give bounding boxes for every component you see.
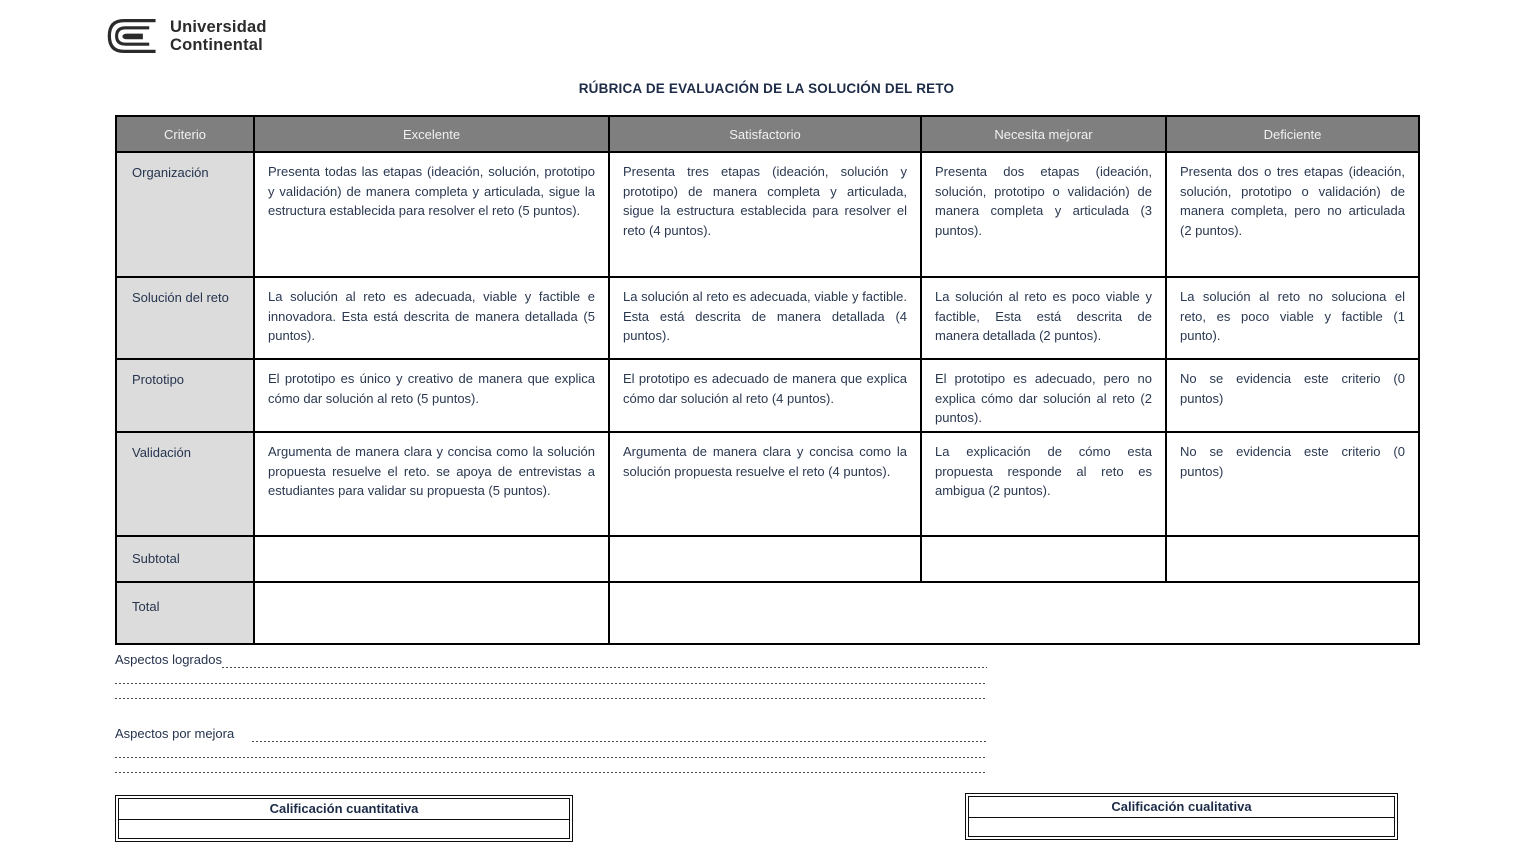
table-row-organizacion: [116, 152, 1419, 277]
total-row: [116, 582, 1419, 644]
subtotal-row: [116, 536, 1419, 582]
dotted-line: [115, 693, 987, 699]
rubric-cell: La explicación de cómo esta propuesta responde al reto es ambigua (2 puntos).: [921, 432, 1166, 536]
rubric-cell: Argumenta de manera clara y concisa como la solución propuesta resuelve el reto (4 puntos).: [609, 432, 921, 536]
aspects-improve-label: Aspectos por mejora: [115, 726, 235, 741]
rubric-cell: Presenta todas las etapas (ideación, solución, prototipo y validación) de manera completa y articulada, sigue la estructura establecida para resolver el reto (5 puntos).: [254, 152, 609, 277]
rubric-cell: Presenta dos etapas (ideación, solución, prototipo o validación) de manera completa y articulada (3 puntos).: [921, 152, 1166, 277]
rubric-cell: Presenta dos o tres etapas (ideación, solución, prototipo o validación) de manera completa, pero no articulada (2 puntos).: [1166, 152, 1419, 277]
subtotal-input-cell: [609, 536, 921, 582]
subtotal-input-cell: [254, 536, 609, 582]
dotted-line: [115, 767, 987, 773]
dotted-line: [252, 736, 987, 742]
table-row-solucion: [116, 277, 1419, 359]
aspects-improve-section: [115, 724, 987, 773]
logo-line-1: Universidad: [170, 17, 267, 36]
rubric-cell: No se evidencia este criterio (0 puntos): [1166, 432, 1419, 536]
logo-text: [170, 18, 267, 55]
rubric-table: [115, 115, 1420, 645]
qualitative-score-box: [965, 793, 1398, 840]
qualitative-score-header: Calificación cualitativa: [968, 796, 1395, 818]
total-label: Total: [116, 582, 254, 644]
column-header-excelente: Excelente: [254, 116, 609, 152]
dotted-line: [115, 752, 987, 758]
aspects-achieved-section: [115, 650, 987, 699]
criterion-label: Prototipo: [116, 359, 254, 432]
rubric-cell: El prototipo es adecuado, pero no explica cómo dar solución al reto (2 puntos).: [921, 359, 1166, 432]
rubric-cell: La solución al reto es adecuada, viable y factible. Esta está descrita de manera detallada (4 puntos).: [609, 277, 921, 359]
column-header-deficiente: Deficiente: [1166, 116, 1419, 152]
rubric-cell: La solución al reto no soluciona el reto, es poco viable y factible (1 punto).: [1166, 277, 1419, 359]
column-header-necesita-mejorar: Necesita mejorar: [921, 116, 1166, 152]
rubric-cell: El prototipo es adecuado de manera que explica cómo dar solución al reto (4 puntos).: [609, 359, 921, 432]
quantitative-score-header: Calificación cuantitativa: [118, 798, 570, 820]
criterion-label: Validación: [116, 432, 254, 536]
table-row-validacion: [116, 432, 1419, 536]
rubric-cell: La solución al reto es poco viable y factible, Esta está descrita de manera detallada (2 puntos).: [921, 277, 1166, 359]
continental-logo-icon: [103, 14, 161, 58]
rubric-cell: No se evidencia este criterio (0 puntos): [1166, 359, 1419, 432]
page-title: RÚBRICA DE EVALUACIÓN DE LA SOLUCIÓN DEL RETO: [578, 81, 955, 96]
table-row-prototipo: [116, 359, 1419, 432]
quantitative-score-value: [118, 820, 570, 839]
qualitative-score-value: [968, 818, 1395, 837]
criterion-label: Solución del reto: [116, 277, 254, 359]
logo-line-2: Continental: [170, 36, 263, 54]
total-input-cell: [254, 582, 609, 644]
header-row: [116, 116, 1419, 152]
rubric-cell: Argumenta de manera clara y concisa como la solución propuesta resuelve el reto. se apoya de entrevistas a estudiantes para validar su propuesta (5 puntos).: [254, 432, 609, 536]
column-header-criterio: Criterio: [116, 116, 254, 152]
subtotal-input-cell: [921, 536, 1166, 582]
dotted-line: [115, 678, 987, 684]
criterion-label: Organización: [116, 152, 254, 277]
subtotal-input-cell: [1166, 536, 1419, 582]
dotted-line: [222, 662, 987, 668]
quantitative-score-box: [115, 795, 573, 842]
aspects-achieved-label: Aspectos logrados: [115, 652, 222, 667]
empty-region: [609, 582, 1419, 644]
subtotal-label: Subtotal: [116, 536, 254, 582]
rubric-cell: El prototipo es único y creativo de manera que explica cómo dar solución al reto (5 puntos).: [254, 359, 609, 432]
rubric-cell: La solución al reto es adecuada, viable y factible e innovadora. Esta está descrita de manera detallada (5 puntos).: [254, 277, 609, 359]
university-logo: [103, 14, 267, 58]
rubric-cell: Presenta tres etapas (ideación, solución y prototipo) de manera completa y articulada, sigue la estructura establecida para resolver el reto (4 puntos).: [609, 152, 921, 277]
column-header-satisfactorio: Satisfactorio: [609, 116, 921, 152]
